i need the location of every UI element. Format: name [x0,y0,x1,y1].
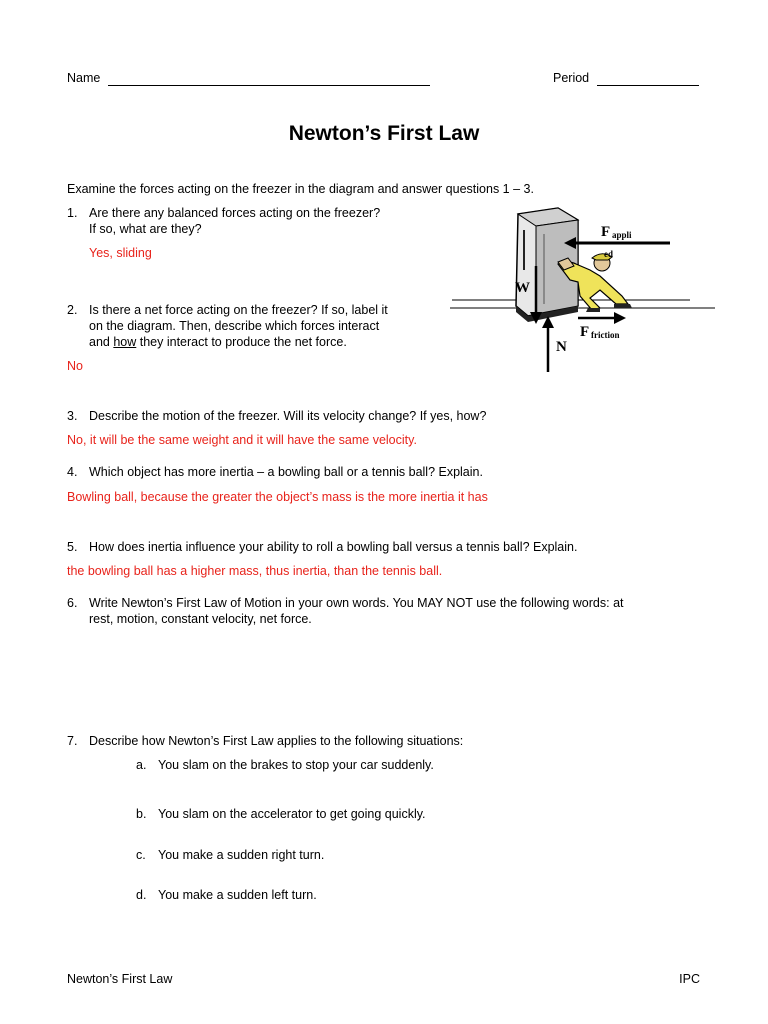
question-7 [67,733,463,749]
question-6-line2: rest, motion, constant velocity, net force. [89,612,312,626]
period-blank[interactable] [597,73,699,86]
question-number: 1. [67,206,78,220]
item-text: You slam on the accelerator to get going quickly. [158,807,426,821]
list-item [136,887,317,903]
item-text: You slam on the brakes to stop your car suddenly. [158,758,434,772]
name-label: Name [67,71,101,85]
q2-line3-underlined: how [113,335,137,349]
question-number: 3. [67,409,78,423]
question-text: Write Newton’s First Law of Motion in your own words. You MAY NOT use the following words: at [89,596,624,610]
question-6 [67,595,624,611]
q2-line3-pre: and [89,335,114,349]
list-item [136,847,324,863]
question-5 [67,539,577,555]
question-number: 4. [67,465,78,479]
period-field[interactable] [553,70,699,86]
question-number: 2. [67,303,78,317]
answer-1[interactable]: Yes, sliding [89,246,152,260]
question-text: Which object has more inertia – a bowling ball or a tennis ball? Explain. [89,465,483,479]
f-applied-label: F [601,224,611,240]
answer-5[interactable]: the bowling ball has a higher mass, thus inertia, than the tennis ball. [67,564,443,578]
page-title: Newton’s First Law [288,122,480,145]
f-friction-label: F [580,324,590,340]
name-field[interactable] [67,70,430,86]
question-2-line3 [89,334,347,350]
question-3 [67,408,486,424]
answer-3[interactable]: No, it will be the same weight and it will have the same velocity. [67,433,417,447]
question-text: How does inertia influence your ability to roll a bowling ball versus a tennis ball? Explain. [89,540,578,554]
question-number: 5. [67,540,78,554]
item-letter: a. [136,758,147,772]
freezer-diagram [450,200,720,380]
answer-4[interactable]: Bowling ball, because the greater the object’s mass is the more inertia it has [67,490,488,504]
question-text: Is there a net force acting on the freezer? If so, label it [89,303,388,317]
question-1 [67,205,380,221]
name-blank[interactable] [108,73,430,86]
footer-right: IPC [679,972,700,986]
f-friction-arrowhead [614,312,626,324]
question-2 [67,302,388,318]
question-text: Describe how Newton’s First Law applies to the following situations: [89,734,464,748]
answer-2[interactable]: No [67,359,83,373]
footer-left: Newton’s First Law [67,972,173,986]
f-applied-sub2: ed [604,249,613,259]
q2-line3-post: they interact to produce the net force. [136,335,347,349]
intro-text: Examine the forces acting on the freezer in the diagram and answer questions 1 – 3. [67,182,534,196]
item-letter: b. [136,807,147,821]
w-label: W [515,280,530,296]
item-letter: d. [136,888,147,902]
f-applied-sub: appli [612,230,632,240]
n-label: N [556,339,567,355]
item-letter: c. [136,848,146,862]
question-1-line2: If so, what are they? [89,222,202,236]
question-4 [67,464,483,480]
item-text: You make a sudden left turn. [158,888,317,902]
list-item [136,806,426,822]
question-number: 7. [67,734,78,748]
question-2-line2: on the diagram. Then, describe which forces interact [89,319,380,333]
question-text: Are there any balanced forces acting on the freezer? [89,206,381,220]
period-label: Period [553,71,590,85]
question-text: Describe the motion of the freezer. Will its velocity change? If yes, how? [89,409,487,423]
f-friction-sub: friction [591,330,620,340]
question-number: 6. [67,596,78,610]
list-item [136,757,434,773]
item-text: You make a sudden right turn. [158,848,325,862]
